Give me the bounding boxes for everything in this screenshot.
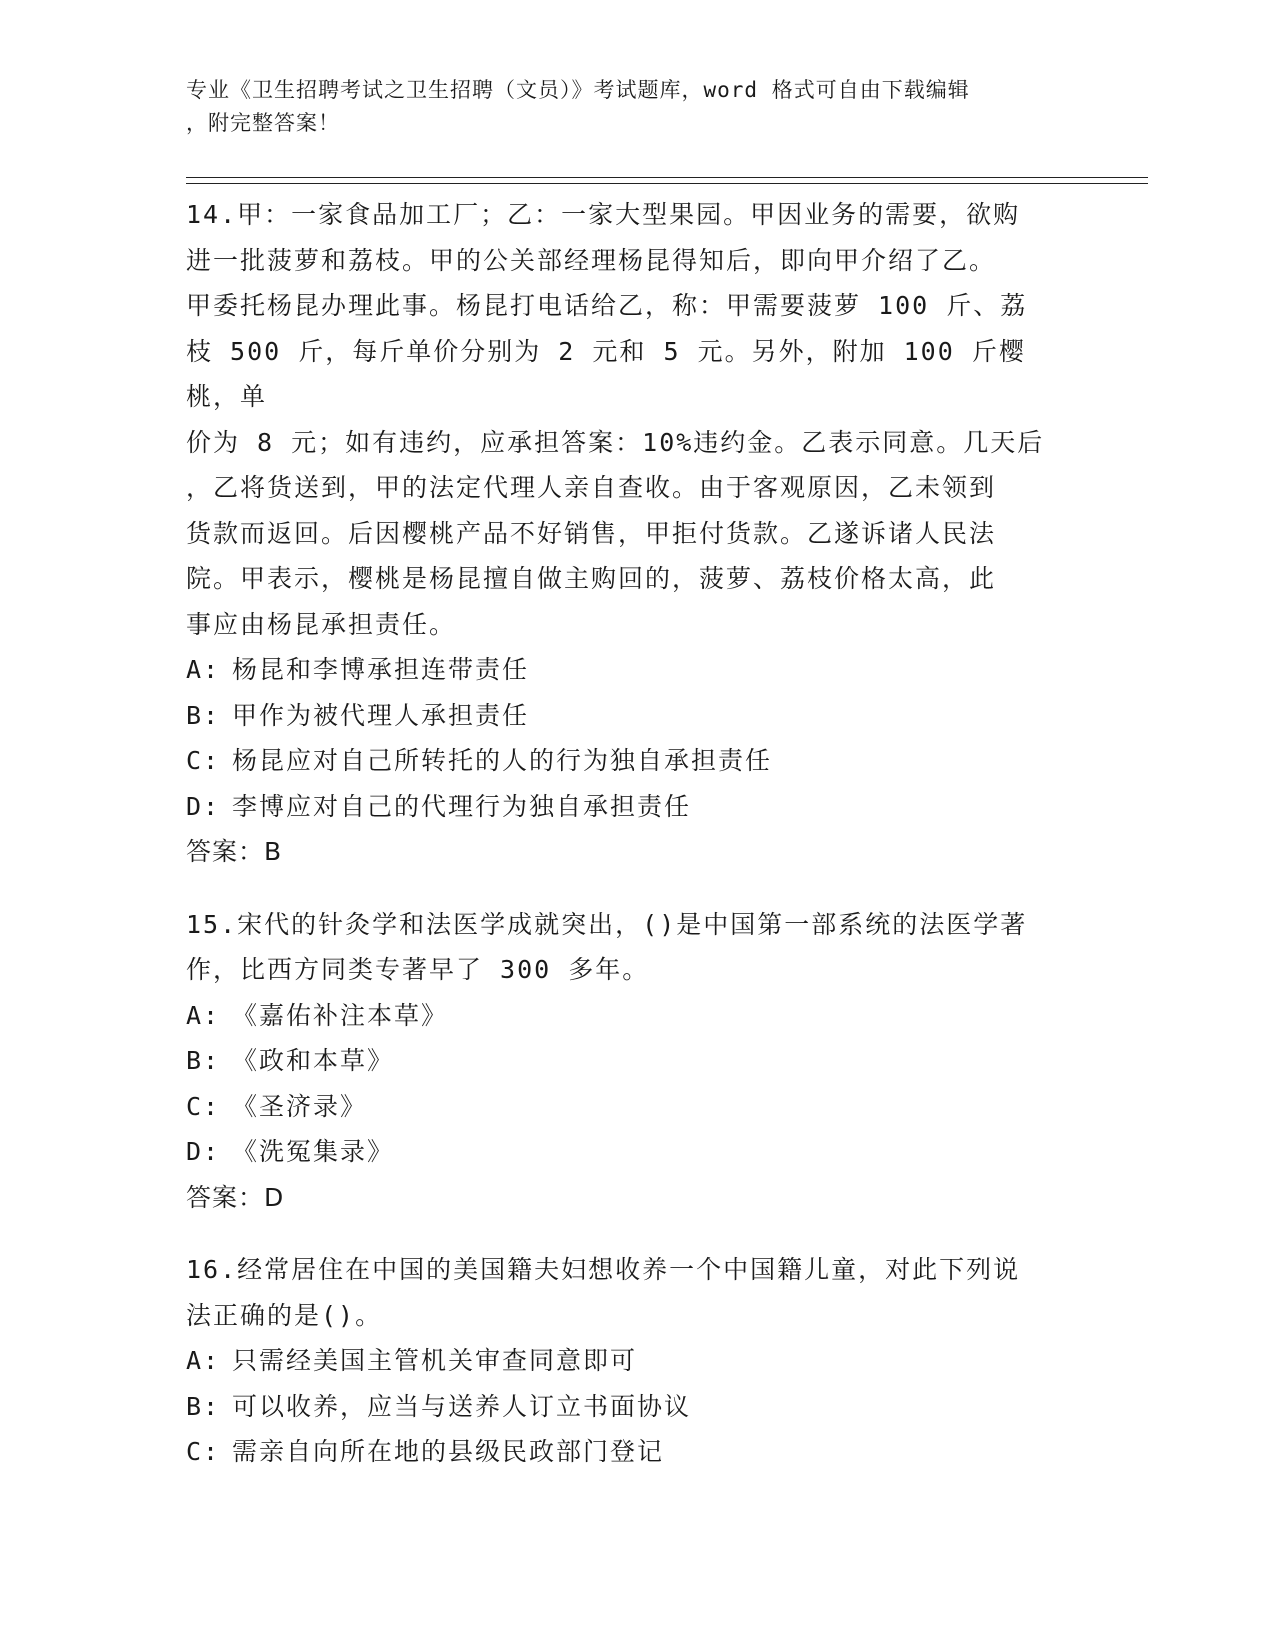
option-text: 杨昆应对自己所转托的人的行为独自承担责任	[232, 746, 773, 775]
stem-line: 14.甲：一家食品加工厂；乙：一家大型果园。甲因业务的需要，欲购	[186, 200, 1021, 229]
option-text: 《圣济录》	[232, 1091, 368, 1121]
option-letter: A:	[186, 1000, 221, 1030]
question-14	[186, 192, 1066, 875]
option-letter: A:	[186, 1346, 221, 1375]
question-16	[186, 1247, 1066, 1475]
option-b	[186, 693, 1066, 739]
stem-line: 枝 500 斤，每斤单价分别为 2 元和 5 元。另外，附加 100 斤樱桃，单	[186, 336, 1026, 411]
option-letter: D:	[186, 791, 221, 821]
option-text: 《政和本草》	[232, 1046, 395, 1075]
option-b	[186, 1384, 1066, 1430]
option-d	[186, 1129, 1066, 1175]
option-c	[186, 1084, 1066, 1130]
stem-line: 16.经常居住在中国的美国籍夫妇想收养一个中国籍儿童，对此下列说	[186, 1255, 1021, 1284]
option-text: 只需经美国主管机关审查同意即可	[232, 1346, 638, 1375]
stem-line: 甲委托杨昆办理此事。杨昆打电话给乙，称：甲需要菠萝 100 斤、荔	[186, 291, 1028, 320]
option-a	[186, 1338, 1066, 1384]
question-stem	[186, 192, 1066, 647]
option-text: 需亲自向所在地的县级民政部门登记	[232, 1437, 665, 1466]
option-a	[186, 993, 1066, 1039]
option-a	[186, 647, 1066, 693]
question-list	[186, 192, 1066, 1502]
option-letter: D:	[186, 1137, 221, 1166]
stem-line: 货款而返回。后因樱桃产品不好销售，甲拒付货款。乙遂诉诸人民法	[186, 518, 997, 548]
stem-line: 事应由杨昆承担责任。	[186, 609, 457, 639]
option-b	[186, 1038, 1066, 1084]
header-divider-bottom	[186, 183, 1148, 184]
stem-line: 15.宋代的针灸学和法医学成就突出，()是中国第一部系统的法医学著	[186, 909, 1028, 939]
option-text: 《嘉佑补注本草》	[232, 1000, 449, 1030]
option-c	[186, 1429, 1066, 1475]
option-letter: B:	[186, 1046, 221, 1075]
stem-line: 作，比西方同类专著早了 300 多年。	[186, 955, 650, 984]
option-d	[186, 784, 1066, 830]
stem-line: 法正确的是()。	[186, 1300, 383, 1330]
option-text: 甲作为被代理人承担责任	[232, 700, 530, 730]
question-stem	[186, 1247, 1066, 1338]
document-header	[186, 74, 1066, 140]
option-letter: C:	[186, 1437, 221, 1466]
stem-line: 院。甲表示，樱桃是杨昆擅自做主购回的，菠萝、荔枝价格太高，此	[186, 564, 997, 593]
header-divider-top	[186, 177, 1148, 178]
question-stem	[186, 902, 1066, 993]
stem-line: 进一批菠萝和荔枝。甲的公关部经理杨昆得知后，即向甲介绍了乙。	[186, 245, 997, 275]
header-line-1: 专业《卫生招聘考试之卫生招聘（文员）》考试题库，word 格式可自由下载编辑	[186, 78, 970, 102]
header-line-2: ，附完整答案！	[186, 111, 340, 135]
option-text: 杨昆和李博承担连带责任	[232, 655, 530, 684]
option-text: 《洗冤集录》	[232, 1137, 395, 1166]
option-text: 可以收养，应当与送养人订立书面协议	[232, 1391, 692, 1421]
option-text: 李博应对自己的代理行为独自承担责任	[232, 791, 692, 821]
stem-line: 价为 8 元；如有违约，应承担答案：10%违约金。乙表示同意。几天后	[186, 427, 1045, 457]
option-letter: B:	[186, 1391, 221, 1421]
option-c	[186, 738, 1066, 784]
option-letter: C:	[186, 746, 221, 775]
stem-line: ，乙将货送到，甲的法定代理人亲自查收。由于客观原因，乙未领到	[186, 473, 997, 502]
answer-line: 答案：B	[186, 837, 283, 866]
option-letter: C:	[186, 1091, 221, 1121]
option-letter: A:	[186, 655, 221, 684]
option-letter: B:	[186, 700, 221, 730]
question-15	[186, 902, 1066, 1221]
answer-line: 答案：D	[186, 1182, 285, 1212]
